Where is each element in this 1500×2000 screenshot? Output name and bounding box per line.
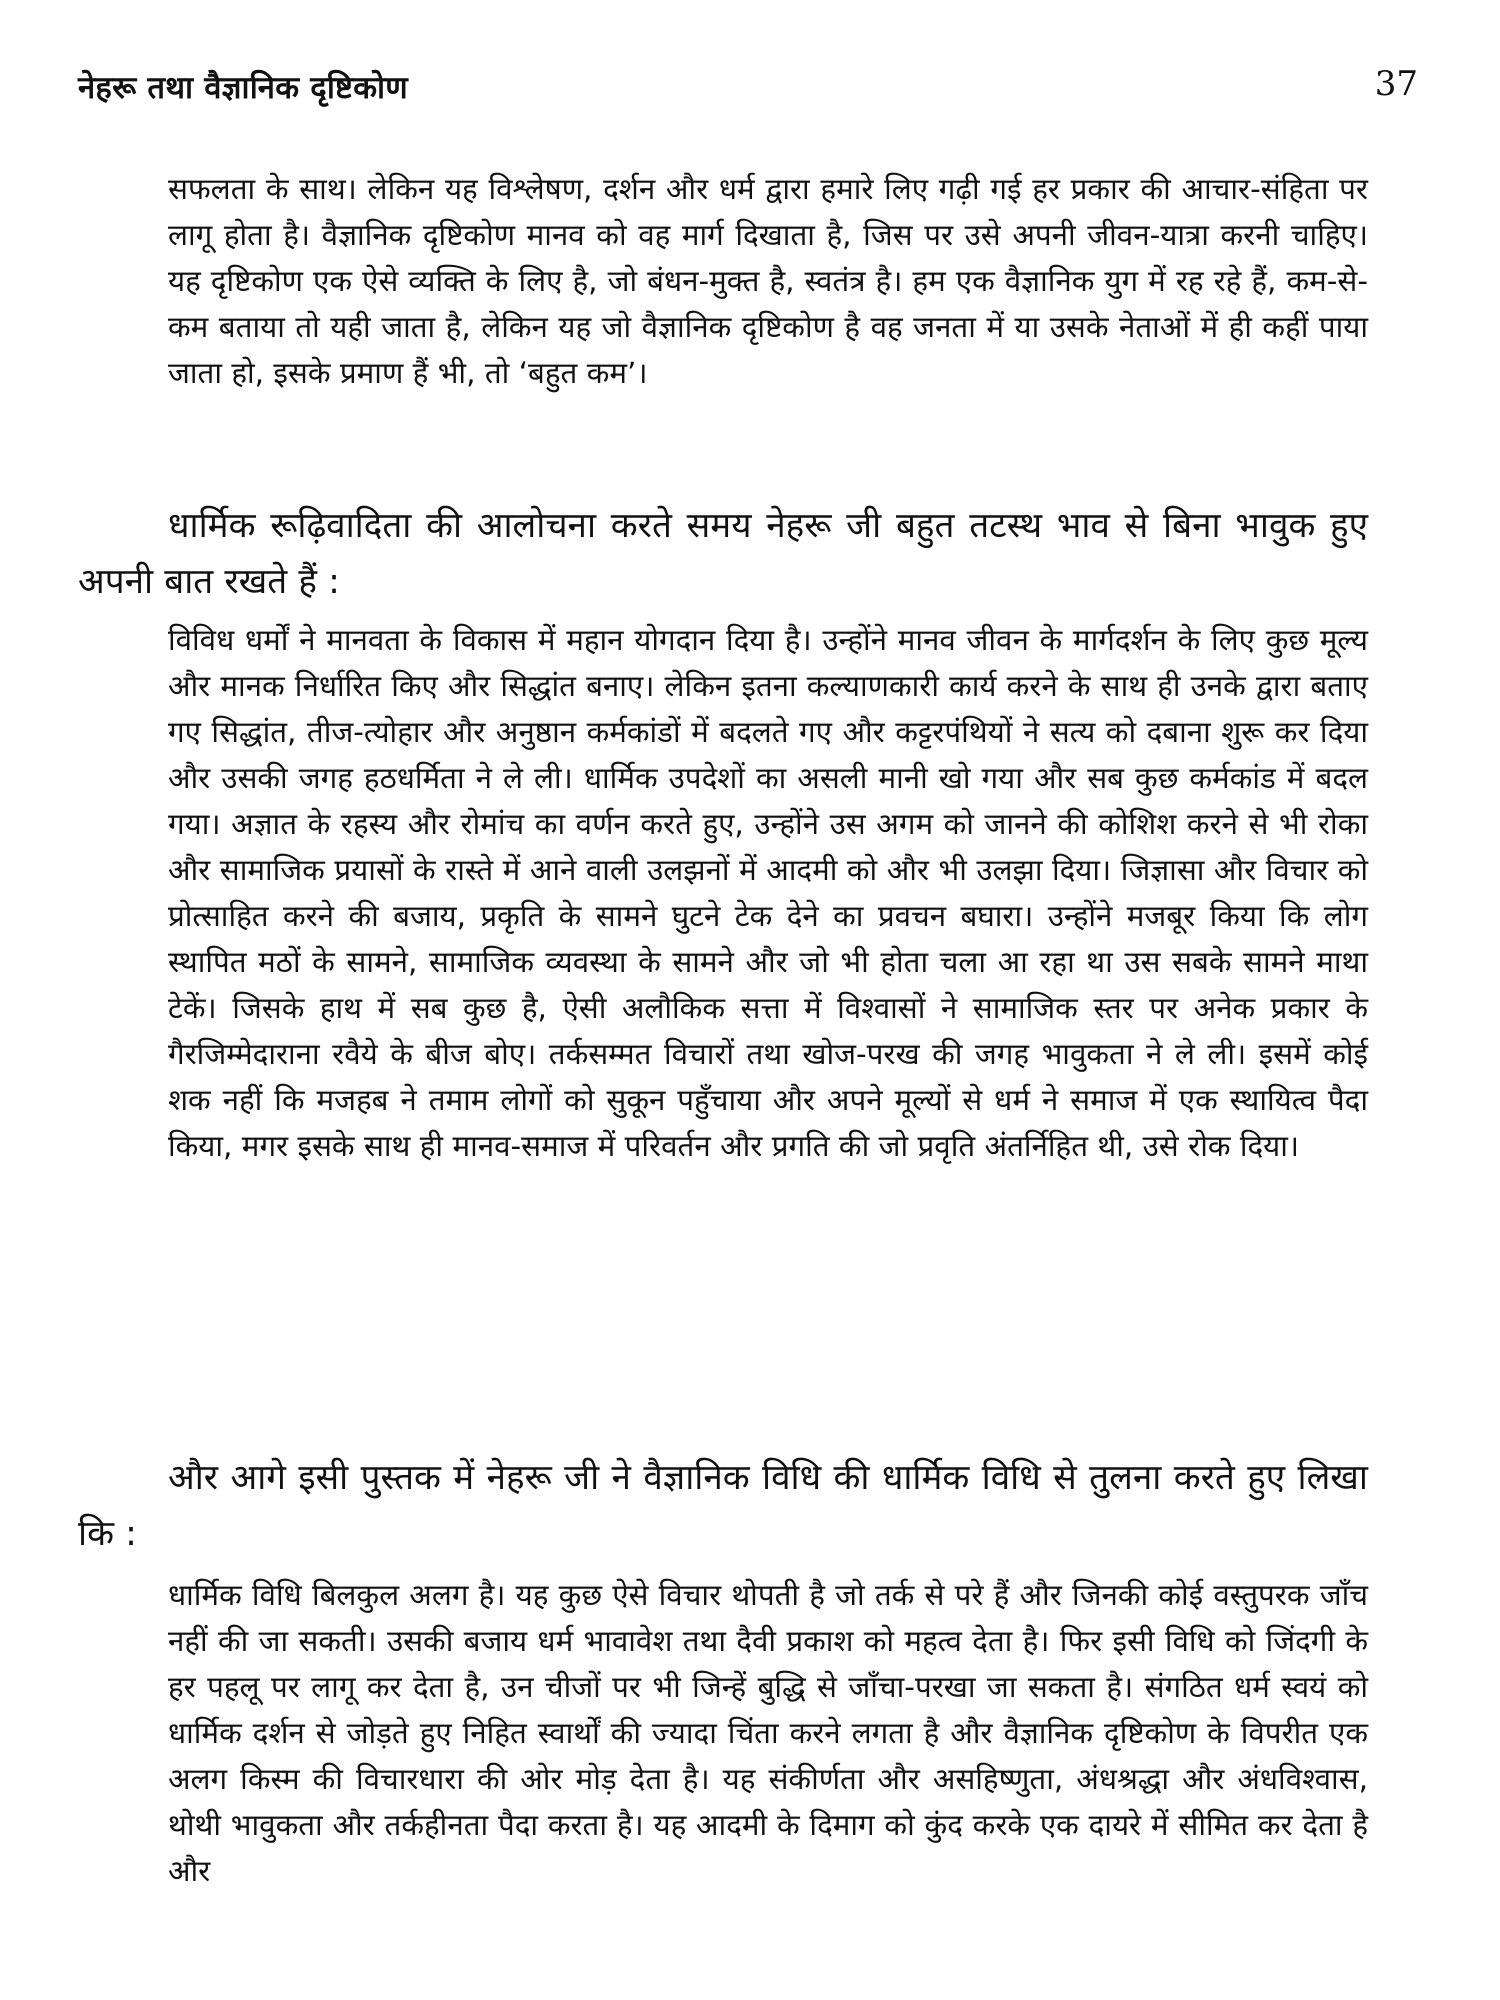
block-quote-3: धार्मिक विधि बिलकुल अलग है। यह कुछ ऐसे विचार थोपती है जो तर्क से परे हैं और जिनकी कोई वस्तुपरक जाँच नहीं की जा सकती। उसकी बजाय धर्म भावावेश तथा दैवी प्रकाश को महत्व देता है। फिर इसी विधि को जिंदगी के हर पहलू पर लागू कर देता है, उन चीजों पर भी जिन्हें बुद्धि से जाँचा-परखा जा सकता है। संगठित धर्म स्वयं को धार्मिक दर्शन से जोड़ते हुए निहित स्वार्थों की ज्यादा चिंता करने लगता है और वैज्ञानिक दृष्टिकोण के विपरीत एक अलग किस्म की विचारधारा की ओर मोड़ देता है। यह संकीर्णता और असहिष्णुता, अंधश्रद्धा और अंधविश्वास, थोथी भावुकता और तर्कहीनता पैदा करता है। यह आदमी के दिमाग को कुंद करके एक दायरे में सीमित कर देता है और — [168, 1578, 1368, 1888]
page-number: 37 — [1374, 64, 1418, 104]
body-paragraph-1: धार्मिक रूढ़िवादिता की आलोचना करते समय नेहरू जी बहुत तटस्थ भाव से बिना भावुक हुए अपनी बात रखते हैं : — [78, 506, 1368, 602]
body-paragraph-2: और आगे इसी पुस्तक में नेहरू जी ने वैज्ञानिक विधि की धार्मिक विधि से तुलना करते हुए लिखा कि : — [78, 1458, 1368, 1554]
running-head: नेहरू तथा वैज्ञानिक दृष्टिकोण — [78, 70, 408, 106]
block-quote-2: विविध धर्मों ने मानवता के विकास में महान योगदान दिया है। उन्होंने मानव जीवन के मार्गदर्शन के लिए कुछ मूल्य और मानक निर्धारित किए और सिद्धांत बनाए। लेकिन इतना कल्याणकारी कार्य करने के साथ ही उनके द्वारा बताए गए सिद्धांत, तीज-त्योहार और अनुष्ठान कर्मकांडों में बदलते गए और कट्टरपंथियों ने सत्य को दबाना शुरू कर दिया और उसकी जगह हठधर्मिता ने ले ली। धार्मिक उपदेशों का असली मानी खो गया और सब कुछ कर्मकांड में बदल गया। अज्ञात के रहस्य और रोमांच का वर्णन करते हुए, उन्होंने उस अगम को जानने की कोशिश करने से भी रोका और सामाजिक प्रयासों के रास्ते में आने वाली उलझनों में आदमी को और भी उलझा दिया। जिज्ञासा और विचार को प्रोत्साहित करने की बजाय, प्रकृति के सामने घुटने टेक देने का प्रवचन बघारा। उन्होंने मजबूर किया कि लोग स्थापित मठों के सामने, सामाजिक व्यवस्था के सामने और जो भी होता चला आ रहा था उस सबके सामने माथा टेकें। जिसके हाथ में सब कुछ है, ऐसी अलौकिक सत्ता में विश्वासों ने सामाजिक स्तर पर अनेक प्रकार के गैरजिम्मेदाराना रवैये के बीज बोए। तर्कसम्मत विचारों तथा खोज-परख की जगह भावुकता ने ले ली। इसमें कोई शक नहीं कि मजहब ने तमाम लोगों को सुकून पहुँचाया और अपने मूल्यों से धर्म ने समाज में एक स्थायित्व पैदा किया, मगर इसके साथ ही मानव-समाज में परिवर्तन और प्रगति की जो प्रवृति अंतर्निहित थी, उसे रोक दिया। — [168, 623, 1368, 1163]
block-quote-1: सफलता के साथ। लेकिन यह विश्लेषण, दर्शन और धर्म द्वारा हमारे लिए गढ़ी गई हर प्रकार की आचार-संहिता पर लागू होता है। वैज्ञानिक दृष्टिकोण मानव को वह मार्ग दिखाता है, जिस पर उसे अपनी जीवन-यात्रा करनी चाहिए। यह दृष्टिकोण एक ऐसे व्यक्ति के लिए है, जो बंधन-मुक्त है, स्वतंत्र है। हम एक वैज्ञानिक युग में रह रहे हैं, कम-से-कम बताया तो यही जाता है, लेकिन यह जो वैज्ञानिक दृष्टिकोण है वह जनता में या उसके नेताओं में ही कहीं पाया जाता हो, इसके प्रमाण हैं भी, तो ‘बहुत कम’। — [168, 172, 1368, 390]
